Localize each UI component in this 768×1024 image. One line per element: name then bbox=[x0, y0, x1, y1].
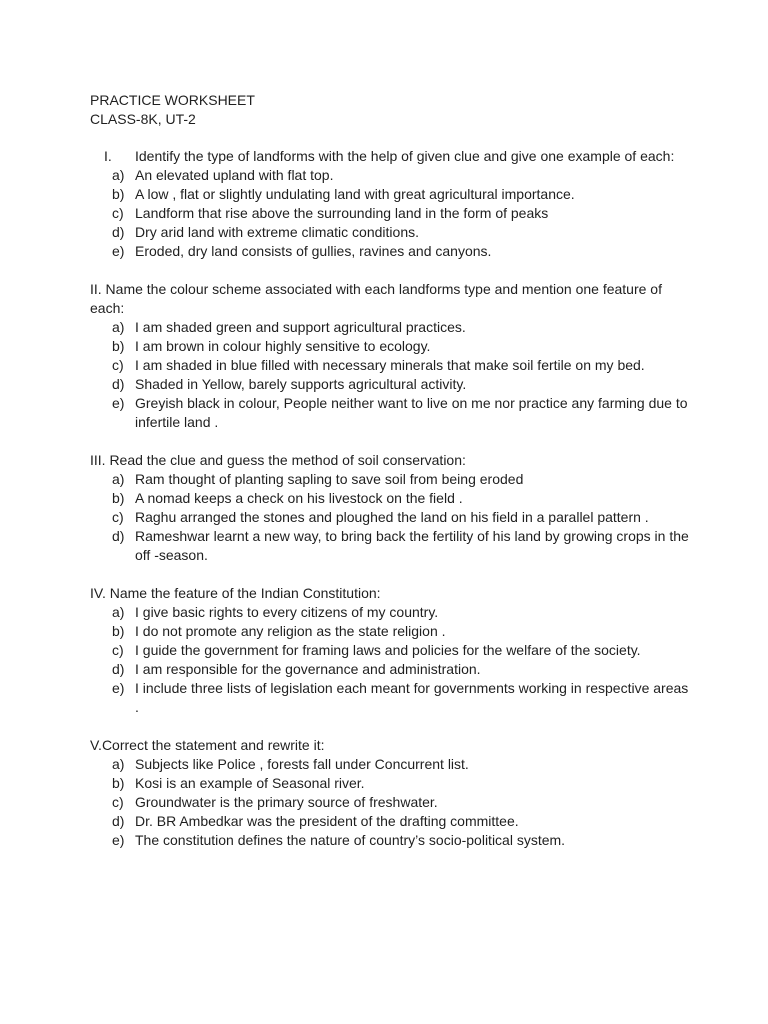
list-item bbox=[90, 204, 690, 223]
list-item bbox=[90, 679, 690, 717]
item-text: I do not promote any religion as the state religion . bbox=[135, 623, 446, 639]
item-marker: c) bbox=[112, 357, 124, 373]
item-text: Landform that rise above the surrounding land in the form of peaks bbox=[135, 205, 549, 221]
item-text: Raghu arranged the stones and ploughed the land on his field in a parallel pattern . bbox=[135, 509, 649, 525]
list-item bbox=[90, 527, 690, 565]
spacer bbox=[90, 565, 690, 584]
item-marker: b) bbox=[112, 186, 125, 202]
item-marker: d) bbox=[112, 376, 125, 392]
section-1-list bbox=[90, 166, 690, 261]
item-text: I give basic rights to every citizens of my country. bbox=[135, 604, 439, 620]
item-text: Shaded in Yellow, barely supports agricultural activity. bbox=[135, 376, 467, 392]
item-text: I am responsible for the governance and administration. bbox=[135, 661, 481, 677]
list-item bbox=[90, 185, 690, 204]
item-marker: e) bbox=[112, 832, 125, 848]
item-marker: b) bbox=[112, 775, 125, 791]
list-item bbox=[90, 774, 690, 793]
item-text: Subjects like Police , forests fall under Concurrent list. bbox=[135, 756, 469, 772]
spacer bbox=[90, 432, 690, 451]
item-marker: a) bbox=[112, 756, 125, 772]
item-marker: a) bbox=[112, 604, 125, 620]
item-text: Dr. BR Ambedkar was the president of the drafting committee. bbox=[135, 813, 519, 829]
list-item bbox=[90, 831, 690, 850]
item-marker: a) bbox=[112, 319, 125, 335]
list-item bbox=[90, 337, 690, 356]
item-marker: b) bbox=[112, 338, 125, 354]
item-text: A low , flat or slightly undulating land with great agricultural importance. bbox=[135, 186, 575, 202]
item-marker: c) bbox=[112, 205, 124, 221]
section-3-list bbox=[90, 470, 690, 565]
section-4-heading: IV. Name the feature of the Indian Constitution: bbox=[90, 585, 381, 601]
item-text: Dry arid land with extreme climatic conditions. bbox=[135, 224, 419, 240]
item-marker: b) bbox=[112, 623, 125, 639]
item-text: I am brown in colour highly sensitive to ecology. bbox=[135, 338, 431, 354]
list-item bbox=[90, 603, 690, 622]
list-item bbox=[90, 356, 690, 375]
item-marker: d) bbox=[112, 813, 125, 829]
section-5-list bbox=[90, 755, 690, 850]
section-3-heading: III. Read the clue and guess the method of soil conservation: bbox=[90, 452, 466, 468]
item-marker: a) bbox=[112, 471, 125, 487]
item-text: An elevated upland with flat top. bbox=[135, 167, 334, 183]
list-item bbox=[90, 223, 690, 242]
item-marker: e) bbox=[112, 243, 125, 259]
list-item bbox=[90, 489, 690, 508]
item-marker: a) bbox=[112, 167, 125, 183]
worksheet-page bbox=[90, 91, 690, 850]
item-marker: c) bbox=[112, 794, 124, 810]
list-item bbox=[90, 755, 690, 774]
item-text: I guide the government for framing laws and policies for the welfare of the society. bbox=[135, 642, 641, 658]
worksheet-title: PRACTICE WORKSHEET bbox=[90, 92, 255, 108]
class-label: CLASS-8K, UT-2 bbox=[90, 111, 196, 127]
item-text: Groundwater is the primary source of freshwater. bbox=[135, 794, 438, 810]
item-marker: d) bbox=[112, 661, 125, 677]
section-2-list bbox=[90, 318, 690, 432]
item-marker: e) bbox=[112, 395, 125, 411]
list-item bbox=[90, 394, 690, 432]
spacer bbox=[90, 261, 690, 280]
list-item bbox=[90, 622, 690, 641]
item-text: Ram thought of planting sapling to save soil from being eroded bbox=[135, 471, 524, 487]
item-marker: b) bbox=[112, 490, 125, 506]
item-text: Kosi is an example of Seasonal river. bbox=[135, 775, 365, 791]
section-5-heading: V.Correct the statement and rewrite it: bbox=[90, 737, 325, 753]
item-text: A nomad keeps a check on his livestock on the field . bbox=[135, 490, 463, 506]
item-marker: c) bbox=[112, 642, 124, 658]
spacer bbox=[90, 717, 690, 736]
list-item bbox=[90, 318, 690, 337]
section-4-list bbox=[90, 603, 690, 717]
section-1-heading bbox=[90, 147, 690, 166]
section-1-number: I. bbox=[104, 148, 112, 164]
list-item bbox=[90, 793, 690, 812]
section-1-heading-text: Identify the type of landforms with the help of given clue and give one example of each: bbox=[135, 148, 675, 164]
list-item bbox=[90, 641, 690, 660]
item-marker: e) bbox=[112, 680, 125, 696]
list-item bbox=[90, 242, 690, 261]
item-text: I am shaded in blue filled with necessary minerals that make soil fertile on my bed. bbox=[135, 357, 645, 373]
list-item bbox=[90, 812, 690, 831]
spacer bbox=[90, 129, 690, 147]
item-marker: d) bbox=[112, 528, 125, 544]
item-text: Rameshwar learnt a new way, to bring back the fertility of his land by growing crops in the off -season. bbox=[135, 528, 689, 563]
item-marker: d) bbox=[112, 224, 125, 240]
item-text: I am shaded green and support agricultural practices. bbox=[135, 319, 466, 335]
item-text: The constitution defines the nature of country’s socio-political system. bbox=[135, 832, 566, 848]
list-item bbox=[90, 660, 690, 679]
list-item bbox=[90, 166, 690, 185]
list-item bbox=[90, 375, 690, 394]
section-2-heading: II. Name the colour scheme associated with each landforms type and mention one feature of each: bbox=[90, 281, 662, 316]
item-marker: c) bbox=[112, 509, 124, 525]
item-text: Greyish black in colour, People neither want to live on me nor practice any farming due to infertile land . bbox=[135, 395, 688, 430]
list-item bbox=[90, 508, 690, 527]
item-text: I include three lists of legislation each meant for governments working in respective areas . bbox=[135, 680, 689, 715]
list-item bbox=[90, 470, 690, 489]
item-text: Eroded, dry land consists of gullies, ravines and canyons. bbox=[135, 243, 492, 259]
